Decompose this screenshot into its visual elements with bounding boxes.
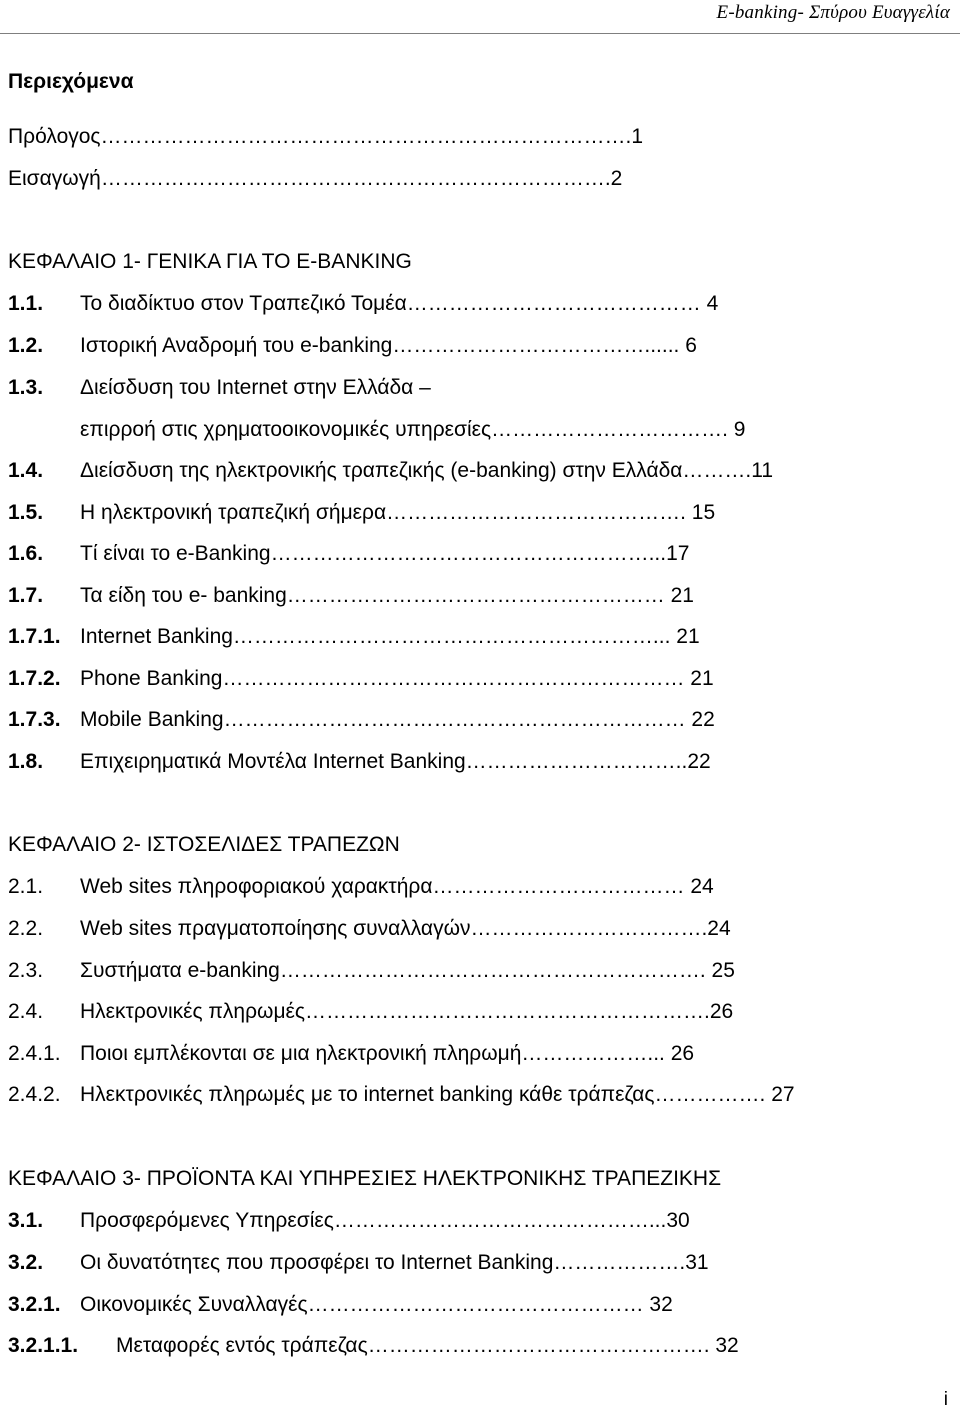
section-number: 2.1.: [8, 875, 44, 898]
toc-entry-text: Οι δυνατότητες που προσφέρει το Internet Banking……………….31: [80, 1251, 709, 1274]
toc-entry-prologue[interactable]: [8, 122, 643, 152]
toc-entry-1-7-2[interactable]: [8, 664, 714, 694]
toc-entry-1-6[interactable]: [8, 539, 689, 569]
toc-entry-text: Ιστορική Αναδρομή του e-banking………………………………...... 6: [80, 334, 697, 357]
toc-entry-text: Πρόλογος………………………………………………………………….1: [8, 125, 644, 148]
toc-entry-1-1[interactable]: [8, 289, 718, 319]
section-number: 1.8.: [8, 750, 44, 773]
toc-entry-2-1[interactable]: [8, 872, 714, 902]
toc-entry-3-2[interactable]: [8, 1248, 709, 1278]
toc-entry-1-3[interactable]: [8, 373, 431, 403]
section-number: 3.2.1.: [8, 1293, 61, 1316]
header-divider: [0, 33, 960, 34]
toc-title: Περιεχόμενα: [8, 70, 134, 93]
toc-entry-text: επιρροή στις χρηματοοικονομικές υπηρεσίες……………………………. 9: [80, 418, 746, 441]
toc-entry-1-3-continued[interactable]: [8, 415, 746, 445]
toc-entry-text: Η ηλεκτρονική τραπεζική σήμερα……………………………………. 15: [80, 501, 716, 524]
chapter-3-heading[interactable]: ΚΕΦΑΛΑΙΟ 3- ΠΡΟΪΟΝΤΑ ΚΑΙ ΥΠΗΡΕΣΙΕΣ ΗΛΕΚΤΡΟΝΙΚΗΣ ΤΡΑΠΕΖΙΚΗΣ: [8, 1167, 722, 1190]
section-number: 2.4.1.: [8, 1042, 61, 1065]
section-number: 3.1.: [8, 1209, 44, 1232]
toc-entry-3-1[interactable]: [8, 1206, 690, 1236]
toc-entry-text: Τί είναι το e-Banking………………………………………………...17: [80, 542, 690, 565]
section-number: 1.6.: [8, 542, 44, 565]
toc-entry-text: Τα είδη του e- banking……………………………………………… 21: [80, 584, 694, 607]
toc-entry-text: Mobile Banking………………………………………………………… 22: [80, 708, 715, 731]
toc-entry-3-2-1[interactable]: [8, 1290, 673, 1320]
toc-entry-introduction[interactable]: [8, 164, 622, 194]
toc-entry-text: Διείσδυση του Internet στην Ελλάδα –: [80, 376, 431, 399]
section-number: 1.7.2.: [8, 667, 61, 690]
toc-entry-text: Προσφερόμενες Υπηρεσίες………………………………………...30: [80, 1209, 690, 1232]
toc-entry-2-2[interactable]: [8, 914, 731, 944]
toc-entry-2-3[interactable]: [8, 956, 735, 986]
section-number: 2.4.: [8, 1000, 44, 1023]
toc-entry-1-8[interactable]: [8, 747, 711, 777]
toc-entry-1-2[interactable]: [8, 331, 697, 361]
toc-entry-text: Το διαδίκτυο στον Τραπεζικό Τομέα…………………………………… 4: [80, 292, 719, 315]
section-number: 1.3.: [8, 376, 44, 399]
toc-entry-text: Συστήματα e-banking……………………………………………………. 25: [80, 959, 735, 982]
toc-entry-1-4[interactable]: [8, 456, 773, 486]
section-number: 2.3.: [8, 959, 44, 982]
toc-entry-text: Web sites πραγματοποίησης συναλλαγών…………………………….24: [80, 917, 731, 940]
toc-entry-text: Phone Banking………………………………………………………… 21: [80, 667, 714, 690]
chapter-1-heading[interactable]: ΚΕΦΑΛΑΙΟ 1- ΓΕΝΙΚΑ ΓΙΑ ΤΟ E-BANKING: [8, 250, 412, 273]
section-number: 1.7.: [8, 584, 44, 607]
chapter-2-heading[interactable]: ΚΕΦΑΛΑΙΟ 2- ΙΣΤΟΣΕΛΙΔΕΣ ΤΡΑΠΕΖΩΝ: [8, 833, 400, 856]
running-header: E-banking- Σπύρου Ευαγγελία: [716, 2, 950, 23]
toc-entry-text: Διείσδυση της ηλεκτρονικής τραπεζικής (e-banking) στην Ελλάδα……….11: [80, 459, 774, 482]
toc-entry-text: Οικονομικές Συναλλαγές………………………………………… 32: [80, 1293, 673, 1316]
section-number: 1.4.: [8, 459, 44, 482]
toc-entry-text: Μεταφορές εντός τράπεζας…………………………………………. 32: [116, 1334, 739, 1357]
toc-entry-text: Web sites πληροφοριακού χαρακτήρα……………………………… 24: [80, 875, 714, 898]
toc-entry-1-7-3[interactable]: [8, 705, 715, 735]
section-number: 1.7.1.: [8, 625, 61, 648]
section-number: 2.2.: [8, 917, 44, 940]
section-number: 2.4.2.: [8, 1083, 61, 1106]
page-number: i: [943, 1389, 948, 1410]
section-number: 3.2.1.1.: [8, 1334, 79, 1357]
toc-entry-text: Ηλεκτρονικές πληρωμές με το internet banking κάθε τράπεζας……………. 27: [80, 1083, 795, 1106]
section-number: 1.5.: [8, 501, 44, 524]
toc-entry-text: Εισαγωγή……………………………………………………………….2: [8, 167, 623, 190]
section-number: 3.2.: [8, 1251, 44, 1274]
toc-entry-1-7-1[interactable]: [8, 622, 700, 652]
toc-entry-3-2-1-1[interactable]: [8, 1331, 739, 1361]
toc-entry-1-7[interactable]: [8, 581, 694, 611]
toc-entry-text: Επιχειρηματικά Μοντέλα Internet Banking…………………………..22: [80, 750, 711, 773]
toc-entry-2-4-2[interactable]: [8, 1080, 795, 1110]
toc-entry-text: Ηλεκτρονικές πληρωμές………………………………………………….26: [80, 1000, 734, 1023]
toc-entry-text: Ποιοι εμπλέκονται σε μια ηλεκτρονική πληρωμή………………... 26: [80, 1042, 695, 1065]
section-number: 1.2.: [8, 334, 44, 357]
toc-entry-text: Internet Banking……………………………………………………... 21: [80, 625, 700, 648]
section-number: 1.7.3.: [8, 708, 61, 731]
section-number: 1.1.: [8, 292, 44, 315]
toc-entry-2-4[interactable]: [8, 997, 733, 1027]
toc-entry-1-5[interactable]: [8, 498, 715, 528]
toc-entry-2-4-1[interactable]: [8, 1039, 694, 1069]
